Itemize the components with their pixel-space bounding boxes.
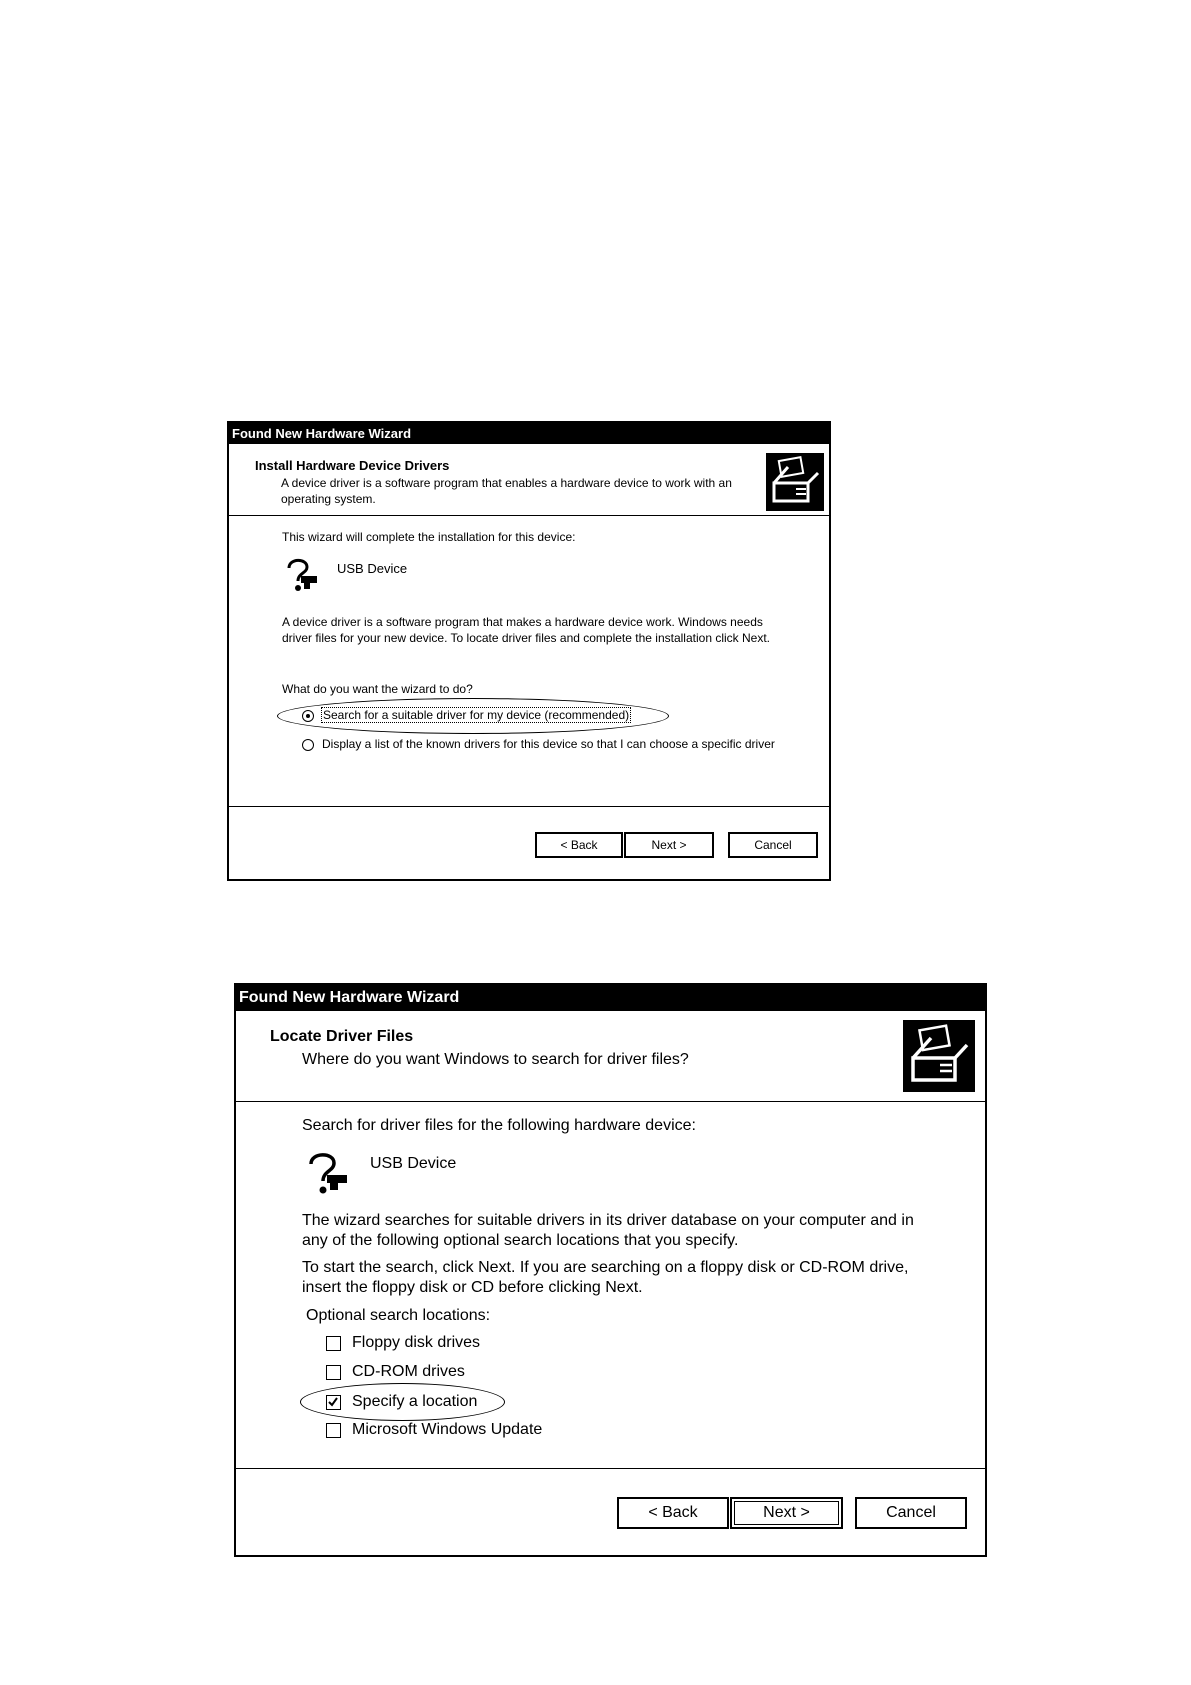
next-button[interactable]: Next > [730, 1497, 843, 1529]
specify-location-label[interactable]: Specify a location [352, 1393, 478, 1410]
specify-location-checkbox[interactable] [326, 1395, 341, 1410]
cdrom-checkbox[interactable] [326, 1365, 341, 1380]
unknown-device-icon [280, 554, 320, 594]
next-button[interactable]: Next > [624, 832, 714, 858]
cdrom-label[interactable]: CD-ROM drives [352, 1363, 465, 1380]
device-name: USB Device [337, 561, 408, 576]
footer-divider [229, 806, 829, 807]
window-title: Found New Hardware Wizard [232, 426, 412, 441]
device-name: USB Device [370, 1155, 457, 1172]
hardware-card-icon [903, 1020, 975, 1092]
header-title: Install Hardware Device Drivers [255, 458, 450, 473]
intro-text: This wizard will complete the installation for this device: [282, 530, 576, 544]
wizard-locate-drivers [234, 983, 987, 1557]
wizard-header [229, 444, 829, 516]
wizard-body [229, 516, 829, 879]
header-subtitle: A device driver is a software program that enables a hardware device to work with an operating system. [281, 476, 732, 506]
back-button[interactable]: < Back [617, 1497, 729, 1529]
wizard-body [236, 1102, 985, 1555]
wizard-install-drivers [227, 421, 831, 881]
footer-divider [236, 1468, 985, 1469]
floppy-label[interactable]: Floppy disk drives [352, 1334, 481, 1351]
unknown-device-icon [300, 1147, 350, 1197]
header-subtitle: Where do you want Windows to search for driver files? [302, 1051, 689, 1068]
window-title: Found New Hardware Wizard [239, 989, 460, 1006]
wizard-header [236, 1011, 985, 1102]
cancel-button[interactable]: Cancel [728, 832, 818, 858]
windows-update-label[interactable]: Microsoft Windows Update [352, 1421, 543, 1438]
option-search-label[interactable]: Search for a suitable driver for my device (recommended) [323, 708, 630, 722]
windows-update-checkbox[interactable] [326, 1423, 341, 1438]
option-display-list-label[interactable]: Display a list of the known drivers for this device so that I can choose a specific driver [322, 737, 775, 751]
cancel-button[interactable]: Cancel [855, 1497, 967, 1529]
description-text: A device driver is a software program that makes a hardware device work. Windows needs driver files for your new device. To locate driver files and complete the installation click Next. [282, 615, 770, 645]
option-display-list-radio[interactable] [302, 739, 314, 751]
question-text: What do you want the wizard to do? [282, 682, 473, 696]
locations-label: Optional search locations: [306, 1307, 491, 1324]
option-search-radio[interactable] [302, 710, 314, 722]
header-title: Locate Driver Files [270, 1028, 414, 1045]
intro-text: Search for driver files for the following hardware device: [302, 1117, 696, 1134]
floppy-checkbox[interactable] [326, 1336, 341, 1351]
description-text-2: To start the search, click Next. If you are searching on a floppy disk or CD-ROM drive, insert the floppy disk or CD before clicking Next. [302, 1259, 909, 1296]
hardware-card-icon [766, 453, 824, 511]
title-bar[interactable] [229, 423, 829, 444]
description-text-1: The wizard searches for suitable drivers in its driver database on your computer and in any of the following optional search locations that you specify. [302, 1212, 914, 1249]
back-button[interactable]: < Back [535, 832, 623, 858]
checkmark-icon [327, 1396, 339, 1408]
title-bar[interactable] [236, 985, 985, 1011]
